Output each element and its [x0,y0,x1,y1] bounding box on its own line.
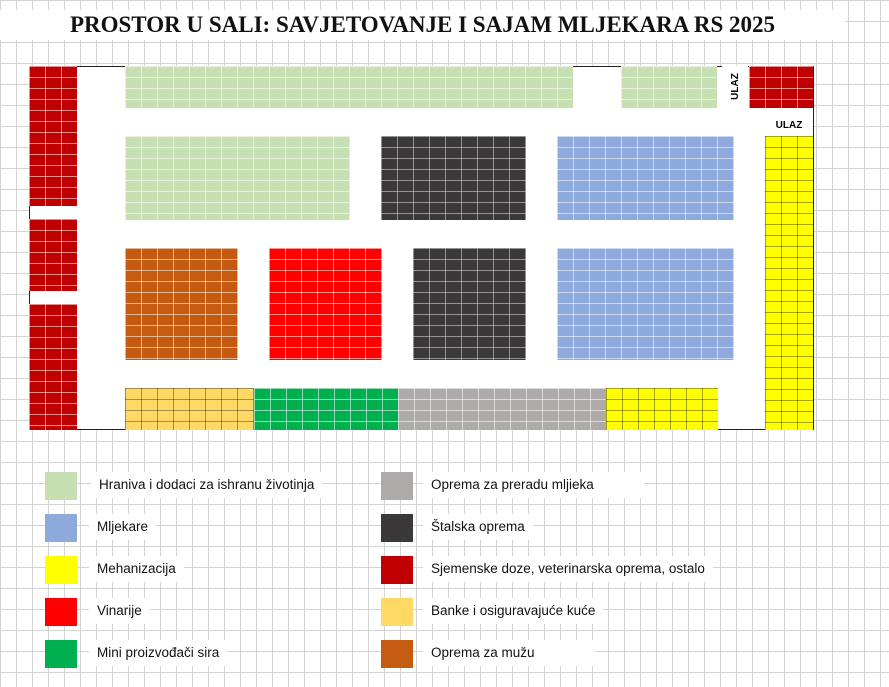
legend-swatch-wineries [45,598,77,626]
legend-label-wineries: Vinarije [89,598,150,624]
legend-swatch-feed [45,472,77,500]
zone-processing[interactable] [398,388,606,430]
zone-semen-top-right[interactable] [749,66,813,108]
legend-swatch-semen [381,556,413,584]
legend-swatch-milking [381,640,413,668]
legend-label-cheese: Mini proizvođači sira [89,640,227,666]
legend-label-milking: Oprema za mužu [423,640,595,666]
legend-swatch-stable [381,514,413,542]
zone-stable-lower[interactable] [413,248,526,360]
legend-label-feed: Hraniva i dodaci za ishranu životinja [91,472,322,498]
entrance-top[interactable] [722,66,748,106]
legend-swatch-banks [381,598,413,626]
legend-label-stable: Štalska oprema [423,514,533,540]
zone-wineries[interactable] [269,248,382,360]
zone-dairy-upper[interactable] [557,136,734,220]
legend-label-dairy: Mljekare [89,514,156,540]
zone-semen-left-middle[interactable] [29,219,77,291]
legend-swatch-dairy [45,514,77,542]
legend-label-mechanization: Mehanizacija [89,556,184,582]
zone-feed-island[interactable] [125,136,350,220]
zone-cheese[interactable] [254,388,398,430]
legend-label-processing: Oprema za preradu mljieka [423,472,644,498]
legend-swatch-cheese [45,640,77,668]
entrance-right-label: ULAZ [765,117,813,135]
zone-semen-left-top[interactable] [29,66,77,206]
zone-stable-upper[interactable] [381,136,526,220]
zone-mechanization-right[interactable] [765,136,813,430]
zone-dairy-lower[interactable] [557,248,734,360]
zone-banks[interactable] [125,388,254,430]
legend-swatch-mechanization [45,556,77,584]
legend-label-banks: Banke i osiguravajuće kuće [423,598,603,624]
zone-feed-top-left[interactable] [125,66,573,108]
zone-milking[interactable] [125,248,238,360]
page-title: PROSTOR U SALI: SAVJETOVANJE I SAJAM MLJEKARA RS 2025 [0,10,845,40]
legend-swatch-processing [381,472,413,500]
zone-semen-left-bottom[interactable] [29,304,77,430]
zone-feed-top-right[interactable] [621,66,717,108]
zone-mechanization-bottom[interactable] [606,388,718,430]
legend-label-semen: Sjemenske doze, veterinarska oprema, ostalo [423,556,713,582]
entrance-top-label: ULAZ [729,72,741,100]
